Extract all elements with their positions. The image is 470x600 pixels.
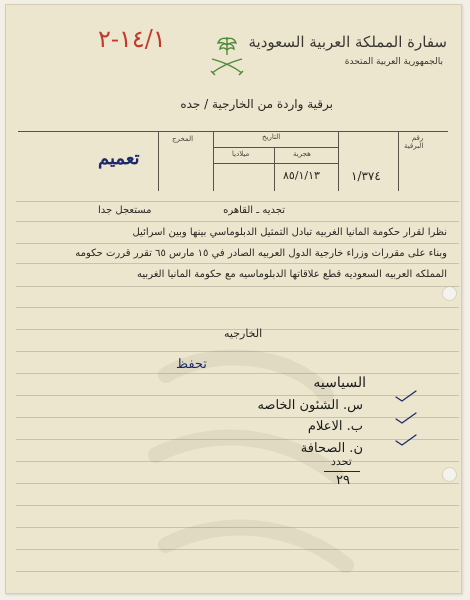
punch-hole-top [442, 286, 457, 301]
body-line-1: نظرا لقرار حكومة المانيا الغربيه تبادل التمثيل الدبلوماسي بينها وبين اسرائيل [132, 227, 447, 238]
col-number-label: رقم البرقية [404, 134, 424, 150]
saudi-emblem-icon [202, 31, 252, 81]
footer-divider [324, 471, 360, 472]
col-hijri-label: هجرية [293, 150, 311, 158]
destination-line: تجديه ـ القاهره [223, 205, 285, 216]
telegram-heading: برقية واردة من الخارجية / جده [180, 97, 333, 111]
body-line-2: وبناء على مقررات وزراء خارجية الدول العربيه الصادر في ١٥ مارس ٦٥ تقرر قررت حكومه [75, 248, 447, 259]
footer-number: ٢٩ [336, 473, 350, 488]
col-outgoing-label: المخرج [172, 135, 194, 143]
footer-subtotal-label: تحدد [331, 455, 352, 468]
embassy-subtitle: بالجمهورية العربية المتحدة [344, 57, 443, 67]
col-date-label: التاريخ [262, 133, 281, 141]
punch-hole-bottom [442, 467, 457, 482]
urgency-label: مستعجل جدا [98, 205, 152, 216]
distribution-item: ب. الاعلام [307, 419, 363, 434]
distribution-title: السياسيه [313, 375, 366, 391]
distribution-item: ن. الصحافة [300, 441, 363, 456]
hijri-date: ٨٥/١/١٣ [283, 169, 320, 182]
telegram-number: ١/٣٧٤ [351, 169, 381, 183]
body-line-3: المملكه العربيه السعوديه قطع علاقاتها الدبلوماسيه مع حكومة المانيا الغربيه [137, 269, 447, 280]
check-mark-icon [394, 389, 420, 459]
embassy-name: سفارة المملكة العربية السعودية [248, 33, 447, 51]
distribution-item: س. الشئون الخاصه [257, 398, 363, 413]
letter-page [5, 4, 462, 594]
sender-signature: الخارجيه [224, 327, 263, 340]
handwritten-distribution-note: تعميم [98, 148, 140, 169]
handwritten-save-note: تحفظ [176, 357, 207, 372]
handwritten-reference: ١٤/١-٢ [98, 25, 166, 53]
col-gregorian-label: ميلاديا [232, 150, 250, 158]
